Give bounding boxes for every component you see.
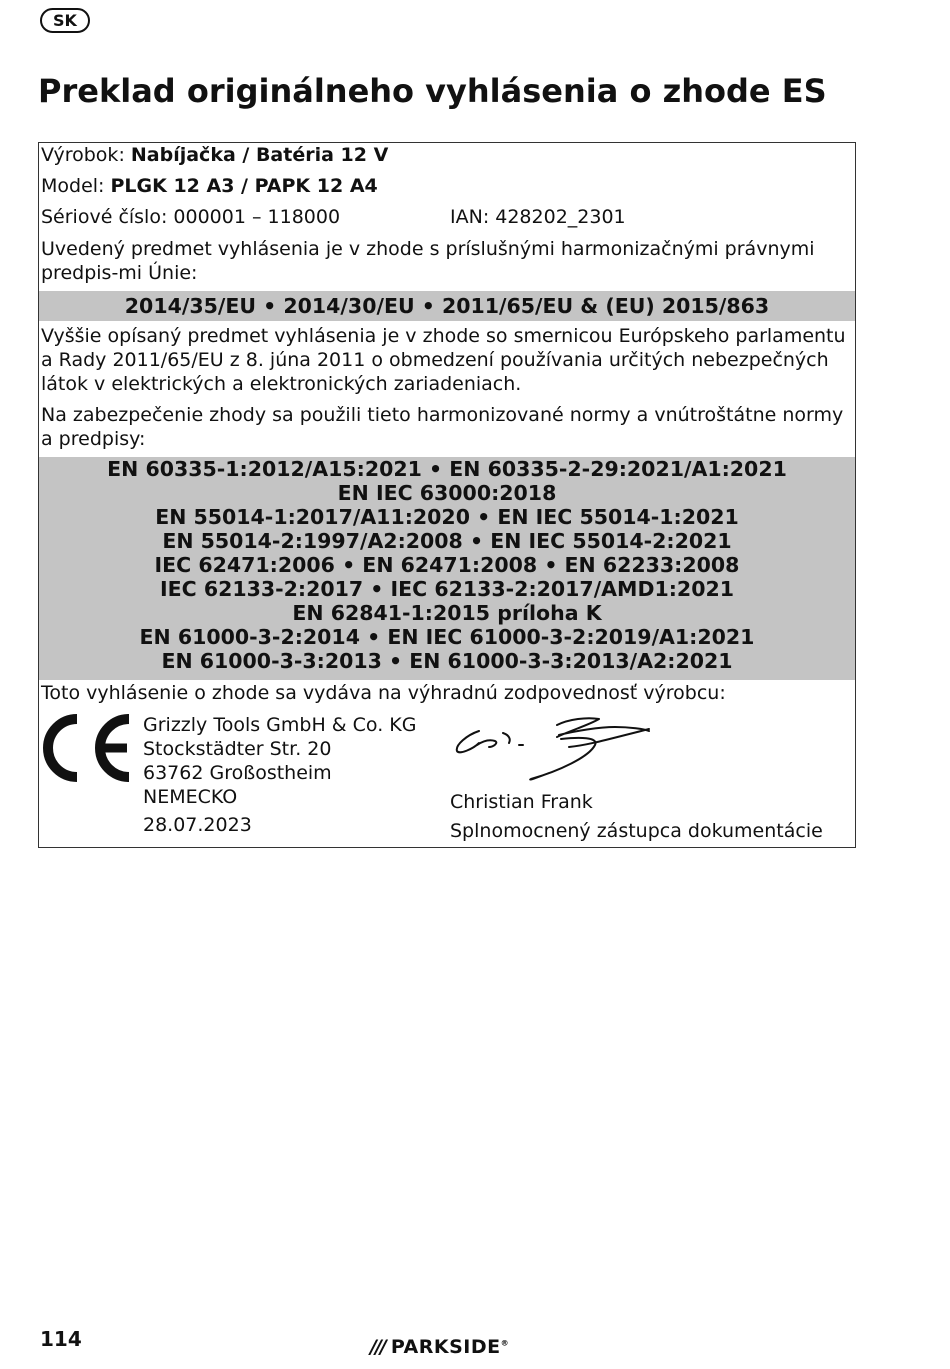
page-number: 114 [40, 1327, 82, 1351]
norm-line: EN 60335-1:2012/A15:2021 • EN 60335-2-29:2021/A1:2021 [107, 457, 787, 481]
language-badge: SK [40, 8, 90, 33]
directives-band [39, 291, 855, 321]
page-title: Preklad originálneho vyhlásenia o zhode ES [38, 72, 827, 110]
norm-line: EN 55014-2:1997/A2:2008 • EN IEC 55014-2:2021 [162, 529, 732, 553]
product-value: Nabíjačka / Batéria 12 V [130, 144, 389, 166]
norm-line: IEC 62471:2006 • EN 62471:2008 • EN 62233:2008 [154, 553, 740, 577]
declaration-date: 28.07.2023 [143, 814, 252, 836]
rohs-statement: Vyššie opísaný predmet vyhlásenia je v zhode so smernicou Európskeho parlamentu a Rady 2011/65/EU z 8. júna 2011 o obmedzení používania určitých nebezpečných látok v elektrických a elektronických zariadeniach. [41, 325, 846, 395]
manufacturer-street: Stockstädter Str. 20 [143, 738, 332, 760]
harmonization-intro: Uvedený predmet vyhlásenia je v zhode s príslušnými harmonizačnými právnymi predpis-mi Únie: [41, 238, 815, 284]
brand-name: PARKSIDE [390, 1336, 501, 1358]
norm-line: IEC 62133-2:2017 • IEC 62133-2:2017/AMD1:2021 [160, 577, 734, 601]
model-label: Model: [41, 175, 111, 197]
brand-slashes-icon: /// [370, 1336, 385, 1358]
norm-line: EN 55014-1:2017/A11:2020 • EN IEC 55014-1:2021 [155, 505, 739, 529]
signatory-name: Christian Frank [450, 791, 593, 813]
signature-icon [449, 715, 659, 787]
norm-line: EN 62841-1:2015 príloha K [292, 601, 602, 625]
manufacturer-name: Grizzly Tools GmbH & Co. KG [143, 714, 417, 736]
serial-number: Sériové číslo: 000001 – 118000 [41, 206, 341, 228]
registered-mark: ® [500, 1338, 510, 1348]
manufacturer-country: NEMECKO [143, 786, 238, 808]
norm-line: EN 61000-3-3:2013 • EN 61000-3-3:2013/A2:2021 [161, 649, 733, 673]
signatory-role: Splnomocnený zástupca dokumentácie [450, 820, 823, 842]
norm-line: EN 61000-3-2:2014 • EN IEC 61000-3-2:2019/A1:2021 [139, 625, 755, 649]
norm-line: EN IEC 63000:2018 [337, 481, 557, 505]
declaration-box [38, 142, 856, 848]
product-row [41, 143, 388, 167]
model-row [41, 174, 378, 198]
model-value: PLGK 12 A3 / PAPK 12 A4 [110, 175, 378, 197]
responsibility-statement: Toto vyhlásenie o zhode sa vydáva na výhradnú zodpovednosť výrobcu: [41, 682, 726, 704]
ian-number: IAN: 428202_2301 [450, 206, 626, 228]
brand-logo [370, 1336, 509, 1358]
ce-mark-icon [41, 713, 133, 783]
norms-band [39, 457, 855, 680]
norms-intro: Na zabezpečenie zhody sa použili tieto harmonizované normy a vnútroštátne normy a predpisy: [41, 404, 844, 450]
directives-list: 2014/35/EU • 2014/30/EU • 2011/65/EU & (EU) 2015/863 [124, 294, 770, 318]
manufacturer-city: 63762 Großostheim [143, 762, 332, 784]
product-label: Výrobok: [41, 144, 131, 166]
